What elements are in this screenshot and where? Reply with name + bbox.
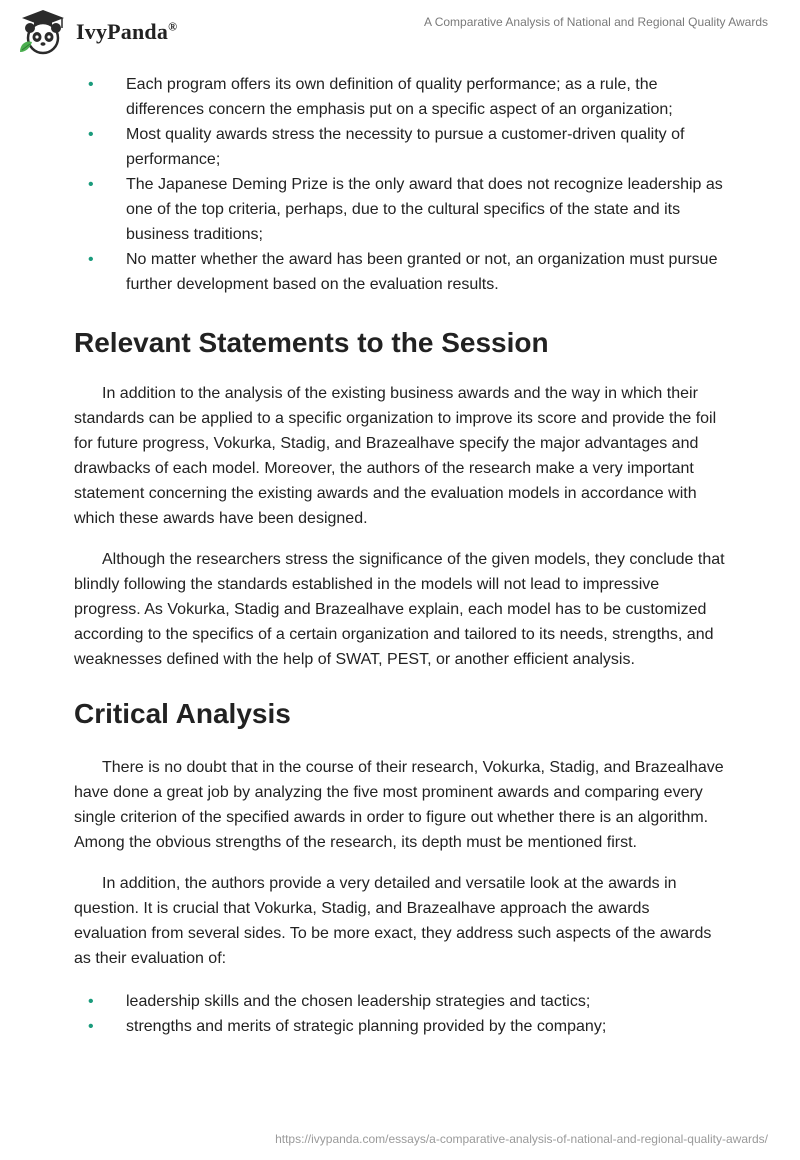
- bullet-list-evaluation: [74, 989, 726, 1039]
- paragraph: There is no doubt that in the course of their research, Vokurka, Stadig, and Brazealhave have done a great job by analyzing the five most prominent awards and comparing every single criterion of the specified awards in order to figure out whether there is an algorithm. Among the obvious strengths of the research, its depth must be mentioned first.: [74, 759, 724, 851]
- bullet-icon: •: [88, 1018, 94, 1035]
- bullet-icon: •: [88, 251, 94, 268]
- source-url[interactable]: https://ivypanda.com/essays/a-comparative-analysis-of-national-and-regional-quality-awards/: [275, 1132, 768, 1146]
- list-item: • The Japanese Deming Prize is the only award that does not recognize leadership as one of the top criteria, perhaps, due to the cultural specifics of the state and its business traditions;: [74, 172, 726, 247]
- list-item: • Most quality awards stress the necessity to pursue a customer-driven quality of performance;: [74, 122, 726, 172]
- brand-name: IvyPanda®: [76, 19, 178, 44]
- section-heading-relevant-statements: Relevant Statements to the Session: [74, 327, 549, 358]
- list-item: • leadership skills and the chosen leadership strategies and tactics;: [74, 989, 726, 1014]
- bullet-icon: •: [88, 176, 94, 193]
- page-header: [0, 0, 800, 64]
- bullet-icon: •: [88, 76, 94, 93]
- paragraph: Although the researchers stress the significance of the given models, they conclude that blindly following the standards established in the models will not lead to impressive progress. As Vokurka, Stadig and Brazealhave explain, each model has to be customized according to the specifics of a certain organization and tailored to its needs, strengths, and weaknesses defined with the help of SWAT, PEST, or another efficient analysis.: [74, 551, 725, 668]
- bullet-icon: •: [88, 993, 94, 1010]
- brand-logo[interactable]: [12, 6, 177, 58]
- bullet-icon: •: [88, 126, 94, 143]
- panda-logo-icon: [12, 6, 74, 58]
- paragraph: In addition, the authors provide a very detailed and versatile look at the awards in question. It is crucial that Vokurka, Stadig, and Brazealhave approach the awards evaluation from several sides. To be more exact, they address such aspects of the awards as their evaluation of:: [74, 875, 712, 967]
- list-item: • No matter whether the award has been granted or not, an organization must pursue further development based on the evaluation results.: [74, 247, 726, 297]
- bullet-list-top: [74, 72, 726, 297]
- list-item: • Each program offers its own definition of quality performance; as a rule, the differences concern the emphasis put on a specific aspect of an organization;: [74, 72, 726, 122]
- document-title: A Comparative Analysis of National and Regional Quality Awards: [424, 15, 768, 29]
- section-heading-critical-analysis: Critical Analysis: [74, 698, 291, 729]
- article-content: [74, 72, 726, 1039]
- paragraph: In addition to the analysis of the existing business awards and the way in which their standards can be applied to a specific organization to improve its score and provide the foil for future progress, Vokurka, Stadig, and Brazealhave specify the major advantages and drawbacks of each model. Moreover, the authors of the research make a very important statement concerning the existing awards and the evaluation models in accordance with which these awards have been designed.: [74, 385, 717, 527]
- list-item: • strengths and merits of strategic planning provided by the company;: [74, 1014, 726, 1039]
